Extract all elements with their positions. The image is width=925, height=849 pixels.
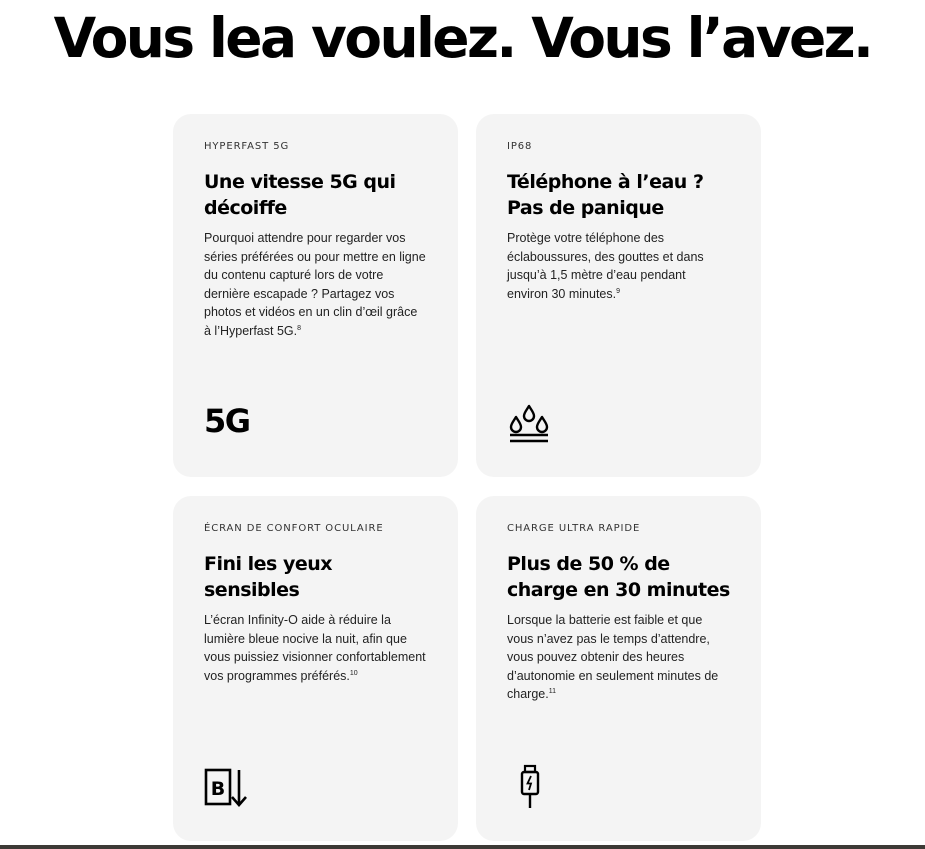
card-title: Une vitesse 5G qui décoiffe xyxy=(204,171,396,219)
svg-text:B: B xyxy=(210,778,226,800)
water-drops-icon xyxy=(507,401,551,445)
page-bottom-border xyxy=(0,845,925,849)
card-body: L’écran Infinity-O aide à réduire la lumière bleue nocive la nuit, afin que vous puissiez visionner confortablement vos programmes préférés.$^{10}$ xyxy=(204,613,426,683)
feature-card-5g xyxy=(173,114,458,477)
card-body: Protège votre téléphone des éclaboussures, des gouttes et dans jusqu’à 1,5 mètre d’eau pendant environ 30 minutes.$^9$ xyxy=(507,231,704,301)
footnote-link[interactable]: 11 xyxy=(548,688,556,696)
card-body: Pourquoi attendre pour regarder vos séries préférées ou pour mettre en ligne du contenu capturé lors de votre dernière escapade ? Partagez vos photos et vidéos en un clin d’œil grâce à l’Hyperfast 5G.$^8$ xyxy=(204,231,426,338)
card-title: Plus de 50 % de charge en 30 minutes xyxy=(507,553,730,601)
feature-card-eye-comfort xyxy=(173,496,458,841)
feature-card-ip68 xyxy=(476,114,761,477)
card-eyebrow: CHARGE ULTRA RAPIDE xyxy=(507,523,641,534)
footnote-link[interactable]: 9 xyxy=(616,287,620,295)
feature-card-fast-charging xyxy=(476,496,761,841)
card-title: Fini les yeux sensibles xyxy=(204,553,333,601)
blue-light-reduction-icon xyxy=(204,768,252,808)
card-body: Lorsque la batterie est faible et que vous n’avez pas le temps d’attendre, vous pouvez obtenir des heures d’autonomie en seulement minutes de charge.$^{11}$ xyxy=(507,613,719,702)
footnote-link[interactable]: 8 xyxy=(297,324,301,332)
card-eyebrow: ÉCRAN DE CONFORT OCULAIRE xyxy=(204,523,384,534)
card-eyebrow: HYPERFAST 5G xyxy=(204,141,290,152)
charging-cable-icon xyxy=(520,764,540,810)
5g-text-icon: 5G xyxy=(204,402,250,440)
footnote-link[interactable]: 10 xyxy=(349,669,358,677)
page-headline: Vous lea voulez. Vous l’avez. xyxy=(53,6,872,70)
card-title: Téléphone à l’eau ? Pas de panique xyxy=(507,171,704,219)
card-eyebrow: IP68 xyxy=(507,141,533,152)
